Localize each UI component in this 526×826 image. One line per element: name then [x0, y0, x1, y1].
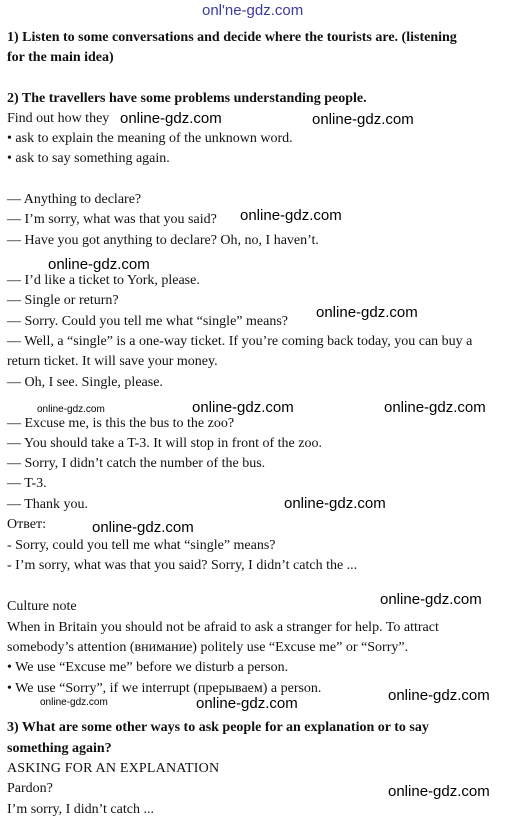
- dialog2-line: — Single or return?: [7, 293, 119, 308]
- culture-bullet: • We use “Sorry”, if we interrupt (прерываем) a person.: [7, 681, 322, 696]
- watermark: online-gdz.com: [92, 519, 194, 536]
- task3-line1: 3) What are some other ways to ask people for an explanation or to say: [7, 720, 429, 735]
- culture-line: somebody’s attention (внимание) politely use “Excuse me” or “Sorry”.: [7, 640, 409, 655]
- dialog2-line: return ticket. It will save your money.: [7, 354, 218, 369]
- answer-line: - Sorry, could you tell me what “single” means?: [7, 538, 276, 553]
- dialog3-line: — Sorry, I didn’t catch the number of the bus.: [7, 456, 266, 471]
- watermark-top: onl'ne-gdz.com: [202, 2, 304, 19]
- dialog2-line: — Oh, I see. Single, please.: [7, 375, 163, 390]
- culture-title: Culture note: [7, 599, 77, 614]
- watermark: online-gdz.com: [240, 207, 342, 224]
- dialog3-line: — Thank you.: [7, 497, 89, 512]
- watermark: online-gdz.com: [316, 304, 418, 321]
- task2-bullet1: • ask to explain the meaning of the unknown word.: [7, 131, 293, 146]
- answer-label: Ответ:: [7, 517, 46, 532]
- dialog2-line: — I’d like a ticket to York, please.: [7, 273, 200, 288]
- task2-bullet2: • ask to say something again.: [7, 151, 170, 166]
- watermark: online-gdz.com: [388, 687, 490, 704]
- dialog3-line: — You should take a T-3. It will stop in front of the zoo.: [7, 436, 322, 451]
- task3-item: Pardon?: [7, 781, 53, 796]
- watermark: online-gdz.com: [37, 404, 105, 415]
- watermark: online-gdz.com: [312, 111, 414, 128]
- watermark: online-gdz.com: [48, 256, 150, 273]
- culture-bullet: • We use “Excuse me” before we disturb a person.: [7, 660, 289, 675]
- watermark: online-gdz.com: [120, 110, 222, 127]
- culture-line: When in Britain you should not be afraid to ask a stranger for help. To attract: [7, 620, 439, 635]
- watermark: online-gdz.com: [192, 399, 294, 416]
- dialog2-line: — Well, a “single” is a one-way ticket. If you’re coming back today, you can buy a: [7, 334, 473, 349]
- watermark: online-gdz.com: [388, 783, 490, 800]
- dialog1-line: — Anything to declare?: [7, 192, 142, 207]
- task2-title: 2) The travellers have some problems understanding people.: [7, 91, 367, 106]
- task2-intro: Find out how they: [7, 111, 110, 126]
- dialog3-line: — T-3.: [7, 476, 47, 491]
- task1-line1: 1) Listen to some conversations and decide where the tourists are. (listening: [7, 30, 457, 45]
- task1-line2: for the main idea): [7, 50, 114, 65]
- dialog3-line: — Excuse me, is this the bus to the zoo?: [7, 416, 235, 431]
- task3-heading: ASKING FOR AN EXPLANATION: [7, 761, 220, 776]
- watermark: online-gdz.com: [384, 399, 486, 416]
- watermark: online-gdz.com: [40, 697, 108, 708]
- answer-line: - I’m sorry, what was that you said? Sorry, I didn’t catch the ...: [7, 558, 358, 573]
- dialog2-line: — Sorry. Could you tell me what “single” means?: [7, 314, 288, 329]
- watermark: online-gdz.com: [284, 495, 386, 512]
- dialog1-line: — I’m sorry, what was that you said?: [7, 212, 217, 227]
- watermark: online-gdz.com: [380, 591, 482, 608]
- dialog1-line: — Have you got anything to declare? Oh, no, I haven’t.: [7, 233, 319, 248]
- watermark: online-gdz.com: [196, 695, 298, 712]
- task3-item: I’m sorry, I didn’t catch ...: [7, 802, 154, 817]
- task3-line2: something again?: [7, 741, 112, 756]
